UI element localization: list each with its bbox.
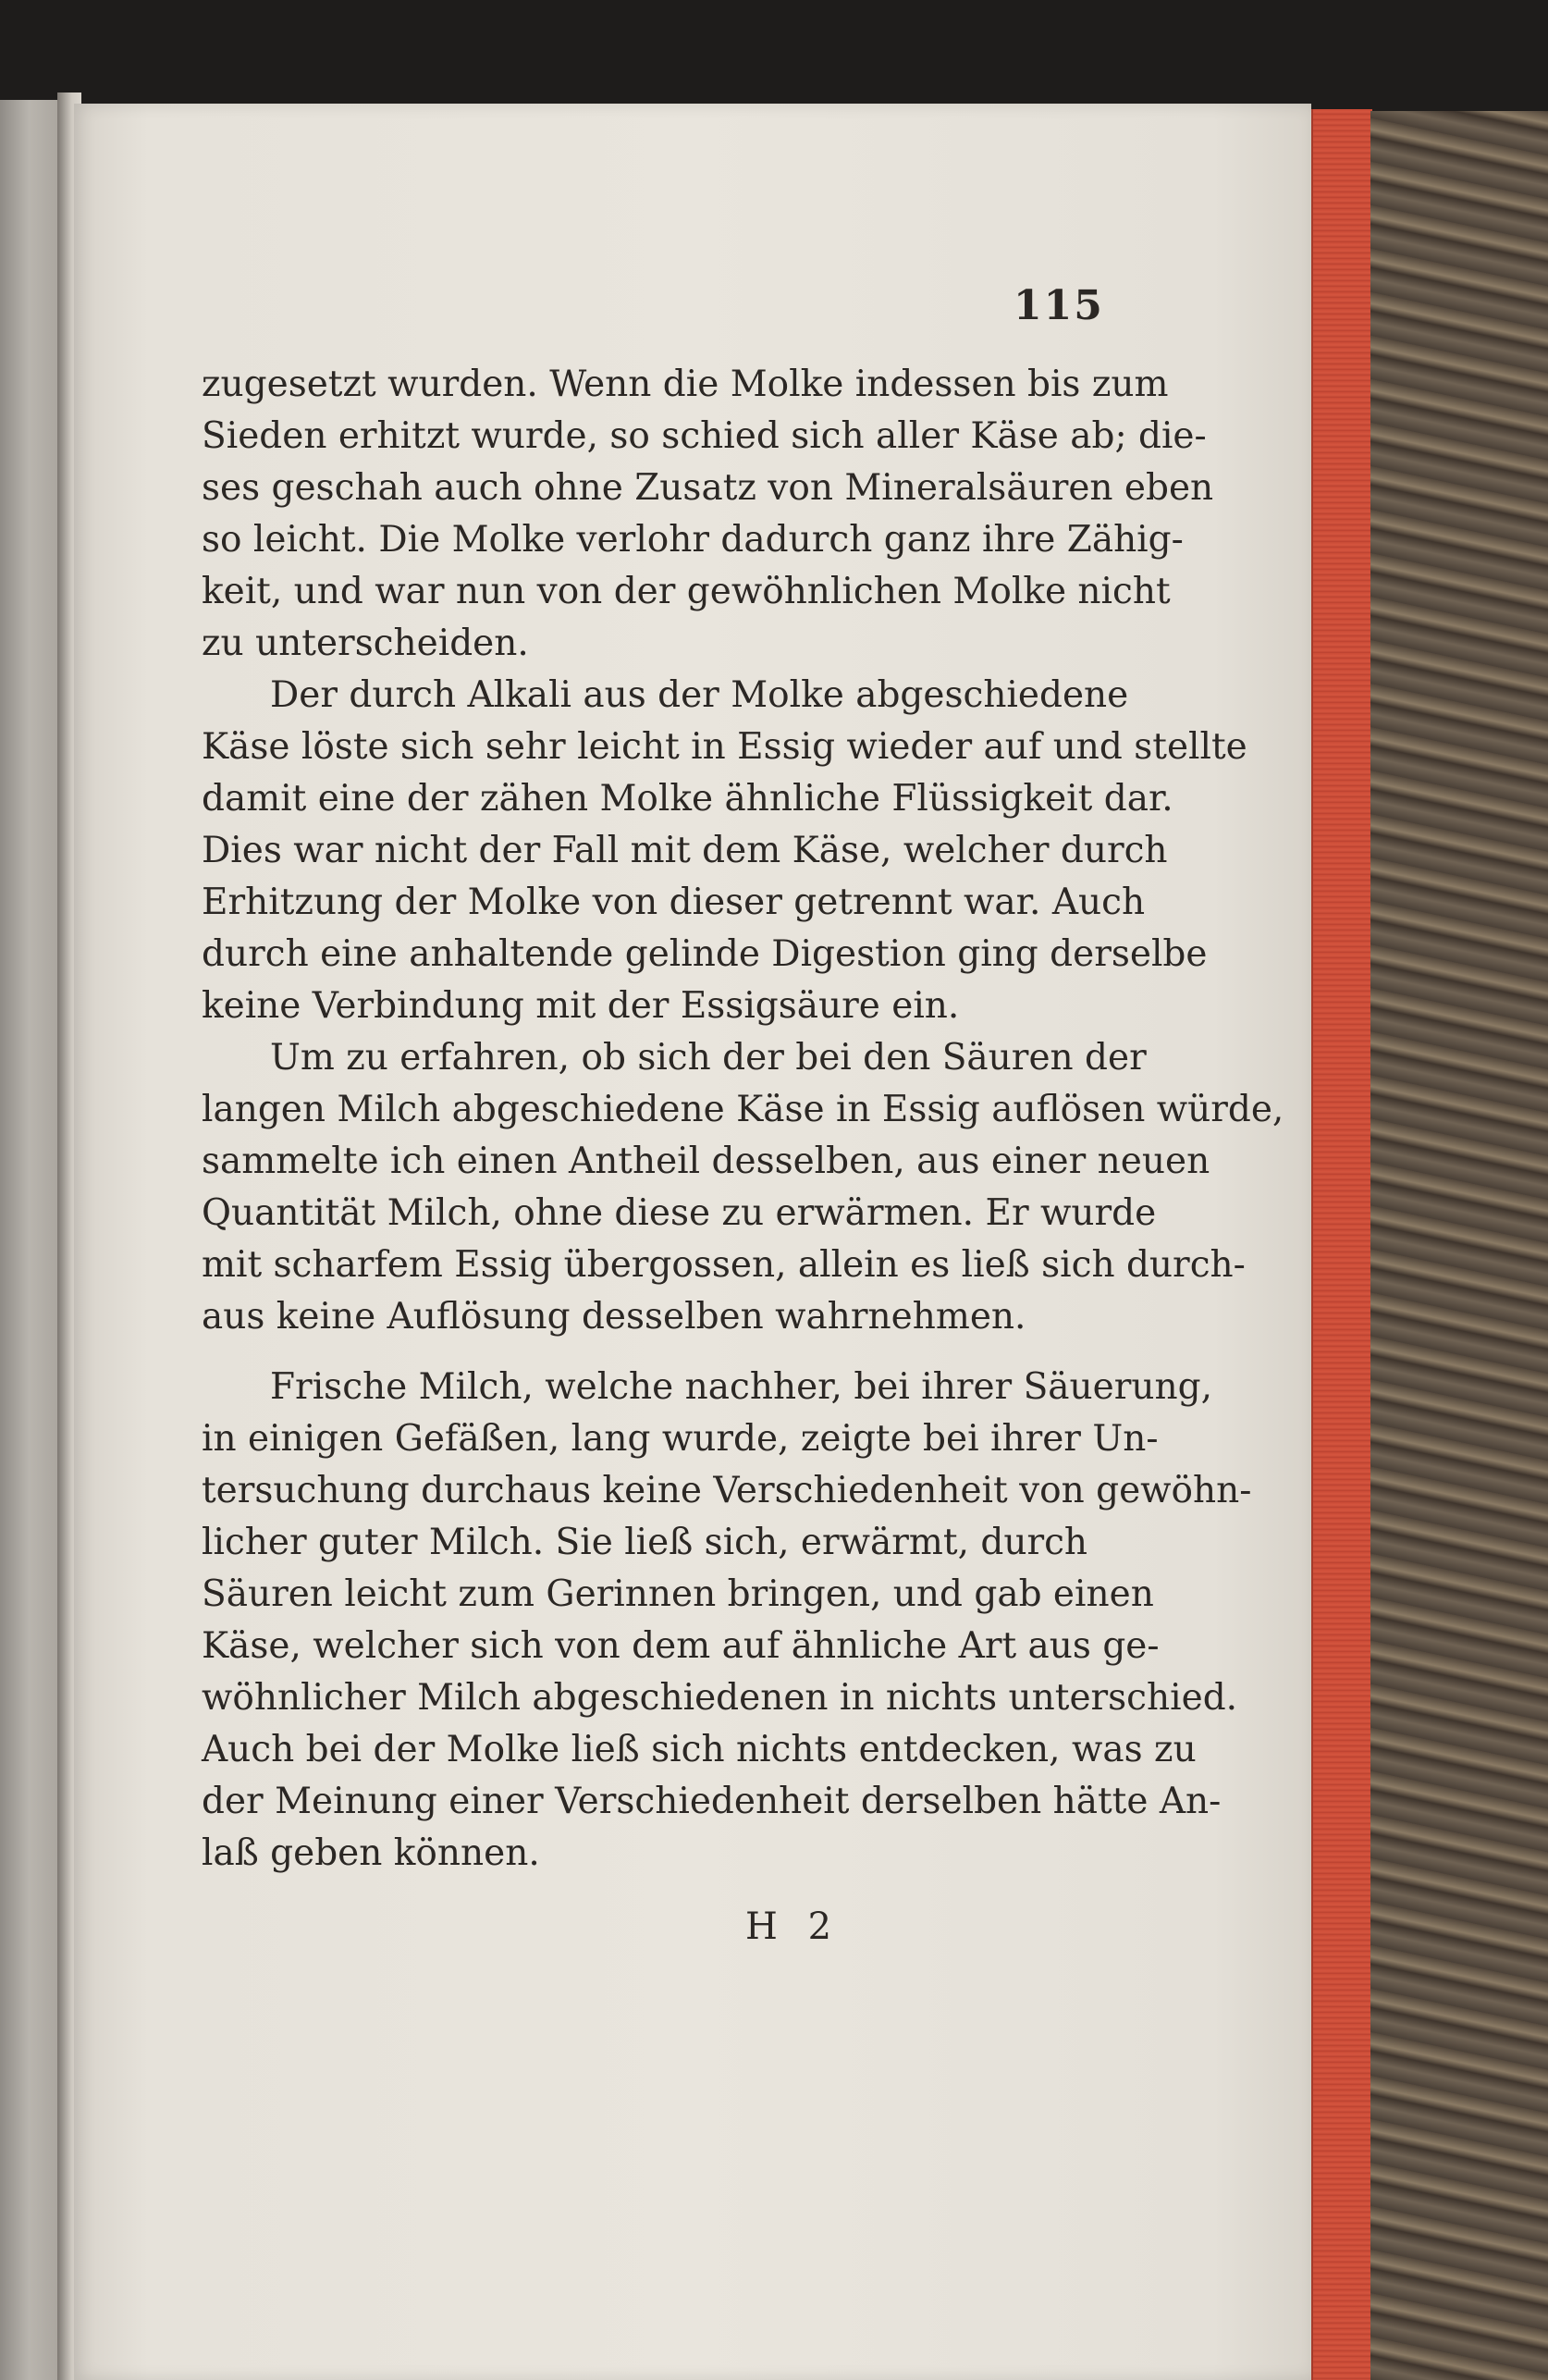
text-line: keit, und war nun von der gewöhnlichen Molke nicht (202, 571, 1171, 612)
book-cover-board (1370, 111, 1548, 2380)
text-line: mit scharfem Essig übergossen, allein es ließ sich durch- (202, 1244, 1246, 1286)
text-line: durch eine anhaltende gelinde Digestion ging derselbe (202, 933, 1208, 975)
page-number: 115 (1014, 282, 1104, 329)
text-line: in einigen Gefäßen, lang wurde, zeigte bei ihrer Un- (202, 1418, 1159, 1460)
text-line: laß geben können. (202, 1832, 540, 1874)
text-line: Um zu erfahren, ob sich der bei den Säuren der (270, 1037, 1147, 1079)
signature-mark: H 2 (745, 1905, 842, 1948)
text-line: keine Verbindung mit der Essigsäure ein. (202, 985, 960, 1027)
text-line: Dies war nicht der Fall mit dem Käse, welcher durch (202, 830, 1168, 871)
text-line: aus keine Auflösung desselben wahrnehmen. (202, 1296, 1026, 1338)
text-line: zu unterscheiden. (202, 623, 529, 664)
text-line: Der durch Alkali aus der Molke abgeschiedene (270, 674, 1129, 716)
text-line: langen Milch abgeschiedene Käse in Essig auflösen würde, (202, 1089, 1284, 1130)
text-line: Frische Milch, welche nachher, bei ihrer Säuerung, (270, 1366, 1212, 1408)
text-line: Säuren leicht zum Gerinnen bringen, und gab einen (202, 1573, 1154, 1615)
text-line: ses geschah auch ohne Zusatz von Mineralsäuren eben (202, 467, 1214, 509)
text-line: der Meinung einer Verschiedenheit derselben hätte An- (202, 1781, 1222, 1822)
text-line: zugesetzt wurden. Wenn die Molke indessen bis zum (202, 364, 1169, 405)
text-line: Erhitzung der Molke von dieser getrennt war. Auch (202, 882, 1146, 923)
text-line: Quantität Milch, ohne diese zu erwärmen. Er wurde (202, 1192, 1157, 1234)
text-line: Sieden erhitzt wurde, so schied sich aller Käse ab; die- (202, 415, 1207, 457)
left-page-edge (0, 100, 65, 2380)
text-line: wöhnlicher Milch abgeschiedenen in nichts unterschied. (202, 1677, 1238, 1719)
text-line: Käse löste sich sehr leicht in Essig wieder auf und stellte (202, 726, 1247, 768)
text-line: damit eine der zähen Molke ähnliche Flüssigkeit dar. (202, 778, 1173, 820)
text-line: licher guter Milch. Sie ließ sich, erwärmt, durch (202, 1522, 1088, 1563)
text-line: sammelte ich einen Antheil desselben, aus einer neuen (202, 1141, 1210, 1182)
text-line: Käse, welcher sich von dem auf ähnliche Art aus ge- (202, 1625, 1160, 1667)
text-line: Auch bei der Molke ließ sich nichts entdecken, was zu (202, 1729, 1197, 1770)
text-line: so leicht. Die Molke verlohr dadurch ganz ihre Zähig- (202, 519, 1184, 561)
text-line: tersuchung durchaus keine Verschiedenheit von gewöhn- (202, 1470, 1252, 1511)
red-page-edges (1311, 109, 1372, 2380)
